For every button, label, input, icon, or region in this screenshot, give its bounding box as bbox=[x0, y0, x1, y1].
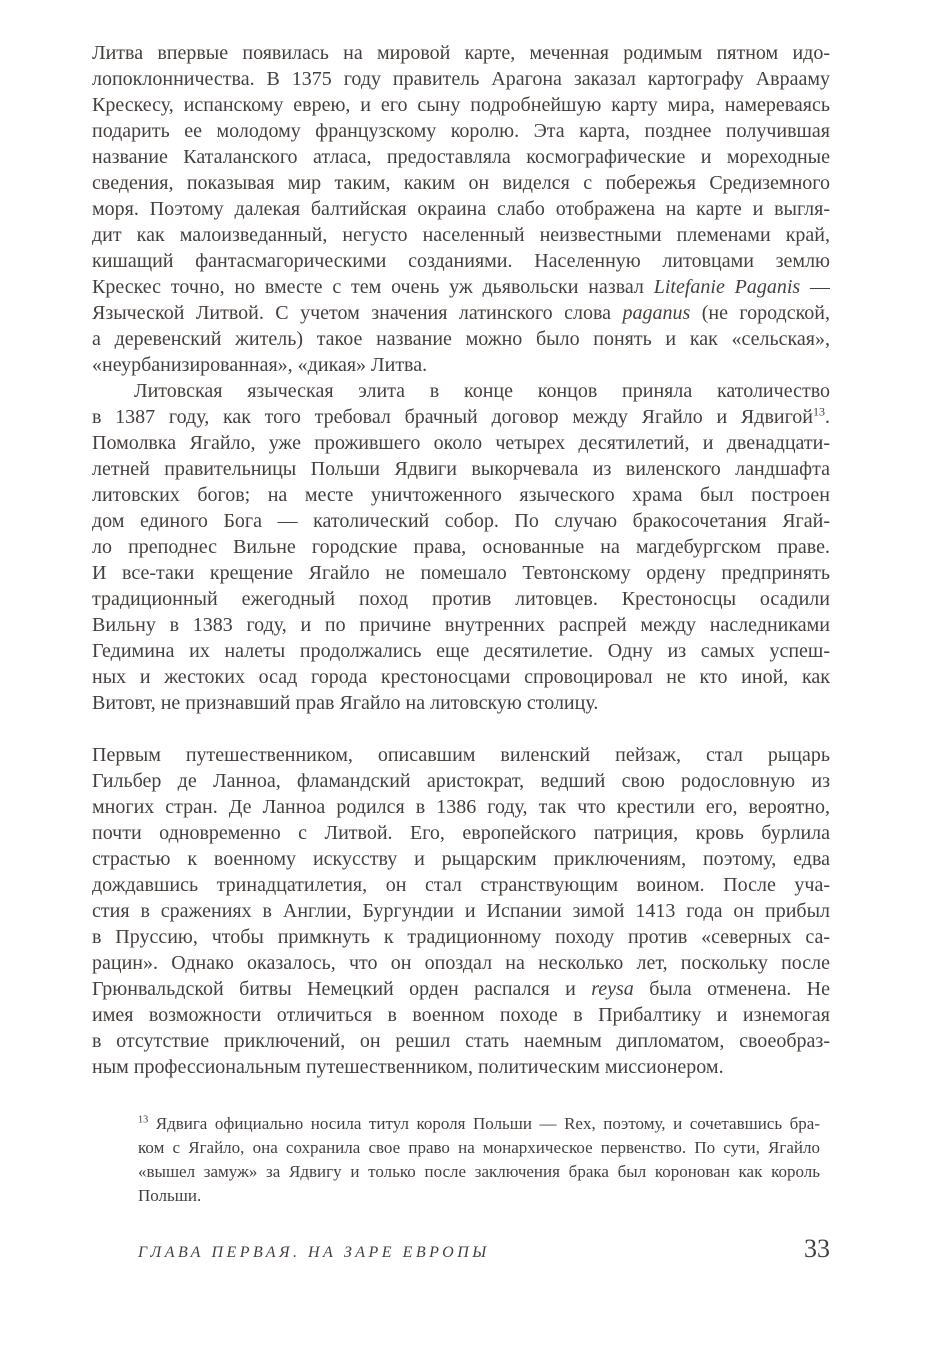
text-line: Помолвка Ягайло, уже прожившего около четырех десятилетий, и двенадцати- bbox=[92, 432, 830, 454]
text-line: Гедимина их налеты продолжались еще десятилетие. Одну из самых успеш- bbox=[92, 640, 830, 662]
text-line: а деревенский житель) такое название можно было понять и как «сельская», bbox=[92, 328, 830, 350]
text-line: Польши. bbox=[138, 1186, 202, 1205]
text-line: ло преподнес Вильне городские права, основанные на магдебургском праве. bbox=[92, 536, 830, 558]
text-line: Крескесу, испанскому еврею, и его сыну подробнейшую карту мира, намереваясь bbox=[92, 94, 830, 116]
text-line: Литовская языческая элита в конце концов приняла католичество bbox=[134, 380, 830, 402]
body-text bbox=[92, 40, 830, 1208]
text-line: Первым путешественником, описавшим виленский пейзаж, стал рыцарь bbox=[92, 744, 830, 766]
text-line: почти одновременно с Литвой. Его, европейского патриция, кровь бурлила bbox=[92, 822, 830, 844]
text-line: моря. Поэтому далекая балтийская окраина слабо отображена на карте и выгля- bbox=[92, 198, 830, 220]
text-line: кишащий фантасмагорическими созданиями. Населенную литовцами землю bbox=[92, 250, 830, 272]
text-line: дождавшись тринадцатилетия, он стал странствующим воином. После уча- bbox=[92, 874, 830, 896]
paragraph bbox=[92, 742, 830, 1080]
chapter-title: ГЛАВА ПЕРВАЯ. НА ЗАРЕ ЕВРОПЫ bbox=[138, 1244, 490, 1261]
text-line: И все-таки крещение Ягайло не помешало Тевтонскому ордену предпринять bbox=[92, 562, 830, 584]
text-line: Языческой Литвой. С учетом значения латинского слова paganus (не городской, bbox=[92, 302, 830, 324]
text-line: «вышел замуж» за Ядвигу и только после заключения брака был коронован как король bbox=[138, 1162, 820, 1181]
text-line: Витовт, не признавший прав Ягайло на литовскую столицу. bbox=[92, 692, 599, 714]
text-line: в Пруссию, чтобы примкнуть к традиционному походу против «северных са- bbox=[92, 926, 830, 948]
text-line: подарить ее молодому французскому королю. Эта карта, позднее получившая bbox=[92, 120, 830, 142]
text-line: лопоклонничества. В 1375 году правитель Арагона заказал картографу Аврааму bbox=[92, 68, 830, 90]
text-line: летней правительницы Польши Ядвиги выкорчевала из виленского ландшафта bbox=[92, 458, 830, 480]
paragraph bbox=[92, 378, 830, 716]
text-line: Грюнвальдской битвы Немецкий орден распался и reysa была отменена. Не bbox=[92, 978, 830, 1000]
text-line: рацин». Однако оказалось, что он опоздал на несколько лет, поскольку после bbox=[92, 952, 830, 974]
text-line: многих стран. Де Ланноа родился в 1386 году, так что крестили его, вероятно, bbox=[92, 796, 830, 818]
text-line: имея возможности отличиться в военном походе в Прибалтику и изнемогая bbox=[92, 1004, 830, 1026]
text-line: в отсутствие приключений, он решил стать наемным дипломатом, своеобраз- bbox=[92, 1030, 830, 1052]
text-line: в 1387 году, как того требовал брачный договор между Ягайло и Ядвигой$^{13}$. bbox=[92, 404, 830, 428]
paragraph bbox=[92, 40, 830, 378]
text-line: ным профессиональным путешественником, политическим миссионером. bbox=[92, 1056, 724, 1078]
text-line: дит как малоизведанный, негусто населенный неизвестными племенами край, bbox=[92, 224, 830, 246]
text-line: $^{13}$ Ядвига официально носила титул короля Польши — Rex, поэтому, и сочетавшись бра- bbox=[138, 1114, 820, 1133]
text-line: Литва впервые появилась на мировой карте, меченная родимым пятном идо- bbox=[92, 42, 830, 64]
text-line: литовских богов; на месте уничтоженного языческого храма был построен bbox=[92, 484, 830, 506]
text-line: дом единого Бога — католический собор. По случаю бракосочетания Ягай- bbox=[92, 510, 830, 532]
text-line: ных и жестоких осад города крестоносцами спровоцировал не кто иной, как bbox=[92, 666, 830, 688]
text-line: Гильбер де Ланноа, фламандский аристократ, ведший свою родословную из bbox=[92, 770, 830, 792]
footnote bbox=[138, 1112, 820, 1208]
text-line: традиционный ежегодный поход против литовцев. Крестоносцы осадили bbox=[92, 588, 830, 610]
page-number: 33 bbox=[804, 1234, 830, 1263]
text-line: Вильну в 1383 году, и по причине внутренних распрей между наследниками bbox=[92, 614, 830, 636]
text-line: стия в сражениях в Англии, Бургундии и Испании зимой 1413 года он прибыл bbox=[92, 900, 830, 922]
text-line: сведения, показывая мир таким, каким он виделся с побережья Средиземного bbox=[92, 172, 830, 194]
text-line: Крескес точно, но вместе с тем очень уж дьявольски назвал Litefanie Paganis — bbox=[92, 276, 830, 298]
text-line: «неурбанизированная», «дикая» Литва. bbox=[92, 354, 428, 376]
text-line: название Каталанского атласа, предоставляла космографические и мореходные bbox=[92, 146, 830, 168]
page-footer bbox=[92, 1236, 830, 1262]
text-line: страстью к военному искусству и рыцарским приключениям, поэтому, едва bbox=[92, 848, 830, 870]
text-line: ком с Ягайло, она сохранила свое право на монархическое первенство. По сути, Ягайло bbox=[138, 1138, 820, 1157]
